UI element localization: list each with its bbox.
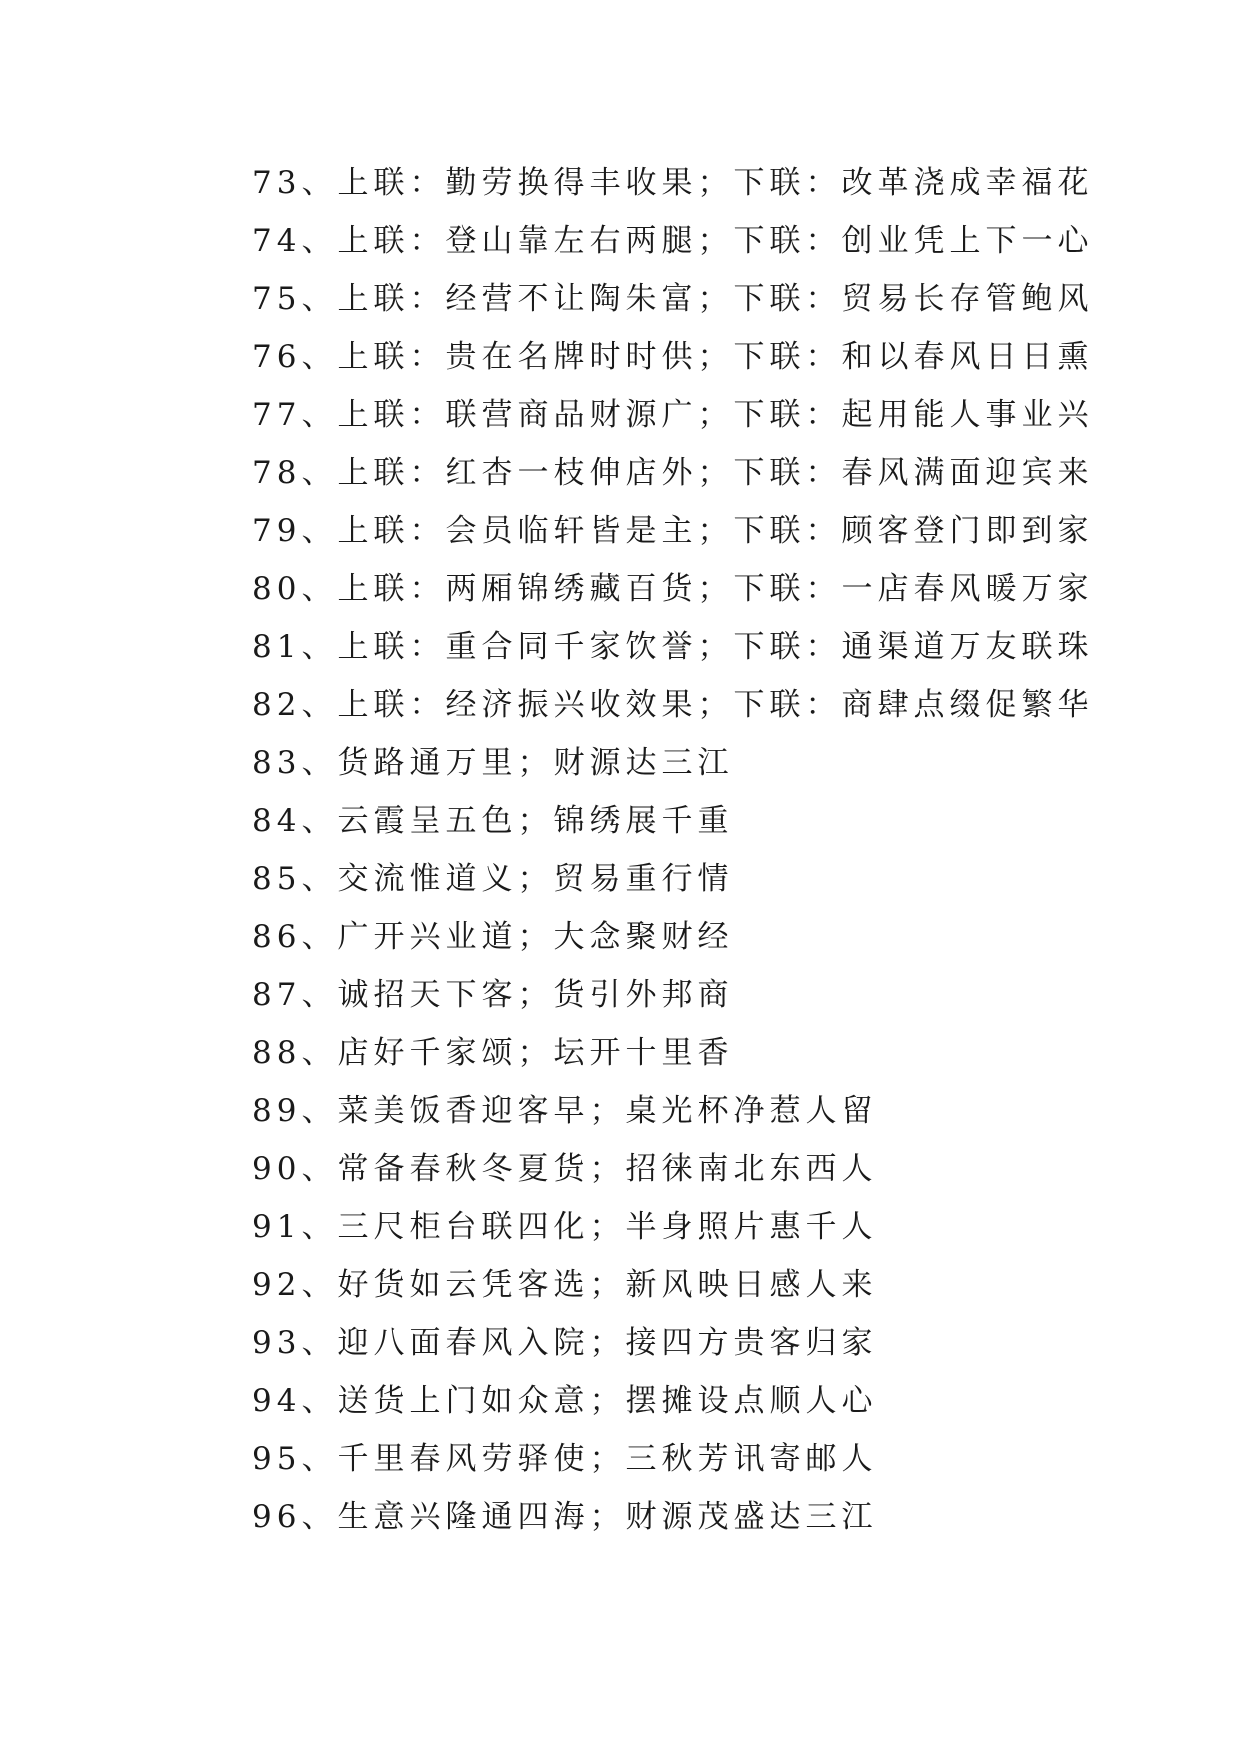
- couplet-line: 91、三尺柜台联四化；半身照片惠千人: [252, 1209, 878, 1245]
- couplet-line: 76、上联：贵在名牌时时供；下联：和以春风日日熏: [252, 339, 1094, 375]
- couplet-line: 75、上联：经营不让陶朱富；下联：贸易长存管鲍风: [252, 281, 1094, 317]
- couplet-line: 80、上联：两厢锦绣藏百货；下联：一店春风暖万家: [252, 571, 1094, 607]
- couplet-line: 78、上联：红杏一枝伸店外；下联：春风满面迎宾来: [252, 455, 1094, 491]
- couplet-line: 73、上联：勤劳换得丰收果；下联：改革浇成幸福花: [252, 165, 1094, 201]
- couplet-line: 95、千里春风劳驿使；三秋芳讯寄邮人: [252, 1441, 878, 1477]
- couplet-line: 77、上联：联营商品财源广；下联：起用能人事业兴: [252, 397, 1094, 433]
- couplet-line: 81、上联：重合同千家饮誉；下联：通渠道万友联珠: [252, 629, 1094, 665]
- couplet-line: 92、好货如云凭客选；新风映日感人来: [252, 1267, 878, 1303]
- couplet-line: 94、送货上门如众意；摆摊设点顺人心: [252, 1383, 878, 1419]
- couplet-line: 87、诚招天下客；货引外邦商: [252, 977, 734, 1013]
- couplet-line: 83、货路通万里；财源达三江: [252, 745, 734, 781]
- couplet-line: 85、交流惟道义；贸易重行情: [252, 861, 734, 897]
- couplet-line: 89、菜美饭香迎客早；桌光杯净惹人留: [252, 1093, 878, 1129]
- couplet-line: 74、上联：登山靠左右两腿；下联：创业凭上下一心: [252, 223, 1094, 259]
- couplet-list: [252, 154, 1152, 1546]
- couplet-line: 90、常备春秋冬夏货；招徕南北东西人: [252, 1151, 878, 1187]
- couplet-line: 88、店好千家颂；坛开十里香: [252, 1035, 734, 1071]
- couplet-line: 96、生意兴隆通四海；财源茂盛达三江: [252, 1499, 878, 1535]
- couplet-line: 79、上联：会员临轩皆是主；下联：顾客登门即到家: [252, 513, 1094, 549]
- couplet-line: 82、上联：经济振兴收效果；下联：商肆点缀促繁华: [252, 687, 1094, 723]
- couplet-line: 84、云霞呈五色；锦绣展千重: [252, 803, 734, 839]
- couplet-line: 93、迎八面春风入院；接四方贵客归家: [252, 1325, 878, 1361]
- couplet-line: 86、广开兴业道；大念聚财经: [252, 919, 734, 955]
